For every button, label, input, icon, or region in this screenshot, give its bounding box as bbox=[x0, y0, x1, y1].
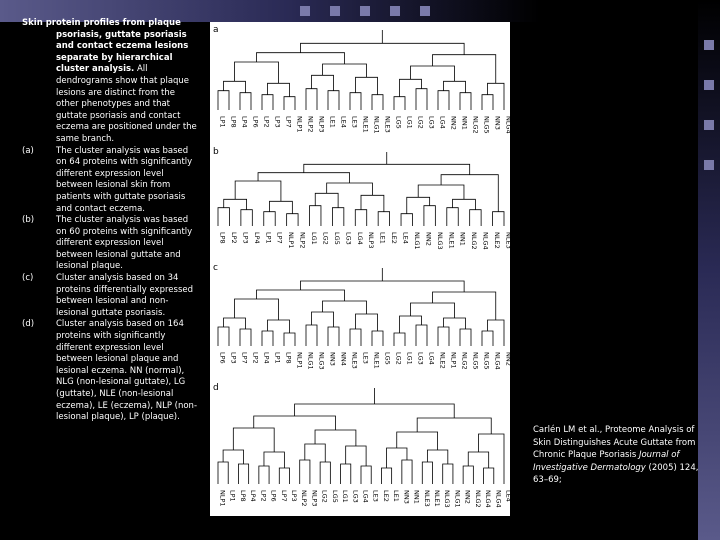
dendrogram-branch bbox=[438, 327, 449, 346]
leaf-label: LE4 bbox=[339, 116, 348, 128]
leaf-label: NLP1 bbox=[287, 232, 296, 249]
leaf-label: NN1 bbox=[460, 116, 469, 130]
leaf-label: LP3 bbox=[273, 116, 282, 128]
leaf-label: LG2 bbox=[416, 116, 425, 129]
leaf-label: LP7 bbox=[279, 490, 288, 502]
leaf-label: NLP2 bbox=[306, 116, 315, 133]
leaf-label: NN2 bbox=[449, 116, 458, 130]
leaf-label: LG4 bbox=[361, 490, 370, 503]
dendrogram-branch bbox=[346, 446, 366, 466]
dendrogram-branch bbox=[300, 460, 310, 484]
leaf-label: LE3 bbox=[361, 352, 370, 364]
dendrogram-branch bbox=[402, 460, 412, 484]
dendrogram-branch bbox=[356, 77, 378, 94]
leaf-label: NN4 bbox=[339, 352, 348, 366]
leaf-label: NLG2 bbox=[460, 352, 469, 370]
citation-text: Carlén LM et al., Proteome Analysis of Skin Distinguishes Acute Guttate from Chronic Plaque Psoriasis bbox=[533, 425, 696, 460]
panel-letter: d bbox=[213, 383, 219, 393]
leaf-label: LP1 bbox=[264, 232, 273, 244]
leaf-label: NN2 bbox=[424, 232, 433, 246]
dendrogram-branch bbox=[361, 195, 384, 211]
caption-item-label: (a) bbox=[22, 145, 34, 156]
dendrogram-branch bbox=[218, 327, 229, 346]
leaf-label: LG1 bbox=[405, 116, 414, 129]
leaf-label: NLE1 bbox=[447, 232, 456, 249]
leaf-label: NLE3 bbox=[350, 352, 359, 369]
leaf-label: NLP1 bbox=[295, 352, 304, 369]
leaf-label: LE2 bbox=[381, 490, 390, 502]
dendrogram-branch bbox=[241, 210, 252, 226]
leaf-label: LG2 bbox=[320, 490, 329, 503]
leaf-label: LP8 bbox=[238, 490, 247, 502]
leaf-label: NLE3 bbox=[504, 232, 513, 249]
leaf-label: NLP3 bbox=[367, 232, 376, 249]
leaf-label: LP4 bbox=[252, 232, 261, 244]
decor-square bbox=[420, 6, 430, 16]
caption-item bbox=[22, 146, 200, 216]
dendrogram-branch bbox=[305, 444, 325, 462]
caption-item-text: Cluster analysis based on 164 proteins with significantly different expression level between lesional plaque and lesional eczema. NN (normal), NLG (non-lesional guttate), LG (guttate), NLE (non-lesional eczema), LE (eczema), NLP (non-lesional plaque), LP (plaque). bbox=[56, 319, 198, 423]
caption-item-label: (b) bbox=[22, 215, 35, 226]
leaf-label: NN2 bbox=[463, 490, 472, 504]
leaf-label: LG4 bbox=[427, 352, 436, 365]
dendrogram-branch bbox=[447, 208, 458, 226]
dendrogram-branch bbox=[488, 320, 505, 346]
dendrogram-branch bbox=[470, 210, 481, 226]
leaf-label: NLE1 bbox=[372, 352, 381, 369]
panel-letter: c bbox=[213, 263, 218, 273]
dendrogram-branch bbox=[372, 331, 383, 346]
leaf-label: NLG4 bbox=[484, 490, 493, 508]
leaf-label: NLG1 bbox=[306, 352, 315, 370]
leaf-label: LE1 bbox=[328, 116, 337, 128]
leaf-label: LG4 bbox=[355, 232, 364, 245]
leaf-label: LP1 bbox=[273, 352, 282, 364]
dendrogram-branch bbox=[453, 199, 476, 209]
dendrogram-branch bbox=[433, 55, 496, 84]
leaf-label: NLG2 bbox=[470, 232, 479, 250]
leaf-label: NN3 bbox=[402, 490, 411, 504]
dendrogram-branch bbox=[235, 181, 281, 201]
dendrogram-branch bbox=[284, 97, 295, 110]
dendrogram-branch bbox=[224, 199, 247, 209]
caption-item bbox=[22, 273, 200, 319]
leaf-label: LP8 bbox=[229, 116, 238, 128]
dendrogram-branch bbox=[488, 83, 505, 110]
leaf-label: LE1 bbox=[392, 490, 401, 502]
leaf-label: LG1 bbox=[341, 490, 350, 503]
dendrogram-branch bbox=[328, 327, 339, 346]
dendrogram-branch bbox=[400, 79, 422, 96]
decor-square bbox=[330, 6, 340, 16]
dendrogram-figure bbox=[210, 22, 513, 516]
panel-letter: a bbox=[213, 25, 219, 35]
caption-item-text: The cluster analysis was based on 60 proteins with significantly different expression level between lesional guttate and lesional plaque. bbox=[56, 215, 193, 272]
leaf-label: NLP3 bbox=[317, 116, 326, 133]
leaf-label: NLG4 bbox=[504, 116, 513, 134]
dendrogram-branch bbox=[424, 206, 435, 226]
dendrogram-branch bbox=[238, 464, 248, 484]
leaf-label: LP2 bbox=[259, 490, 268, 502]
leaf-label: LG4 bbox=[438, 116, 447, 129]
leaf-label: LG5 bbox=[383, 352, 392, 365]
leaf-label: NLG3 bbox=[443, 490, 452, 508]
leaf-label: LG2 bbox=[394, 352, 403, 365]
leaf-label: LP6 bbox=[269, 490, 278, 502]
dendrogram-branch bbox=[306, 89, 317, 110]
leaf-label: LP2 bbox=[262, 116, 271, 128]
leaf-label: LP1 bbox=[218, 116, 227, 128]
leaf-label: NLG2 bbox=[473, 490, 482, 508]
dendrogram-branch bbox=[482, 95, 493, 110]
dendrogram-branch bbox=[328, 91, 339, 110]
dendrogram-panel-c bbox=[213, 263, 513, 370]
leaf-label: NLG2 bbox=[471, 116, 480, 134]
leaf-label: LP3 bbox=[229, 352, 238, 364]
dendrogram-branch bbox=[441, 175, 498, 212]
dendrogram-branch bbox=[264, 212, 275, 226]
dendrogram-branch bbox=[416, 325, 427, 346]
leaf-label: LG2 bbox=[321, 232, 330, 245]
leaf-label: LP4 bbox=[249, 490, 258, 502]
leaf-label: LE1 bbox=[378, 232, 387, 244]
leaf-label: LE2 bbox=[390, 232, 399, 244]
leaf-label: LP3 bbox=[290, 490, 298, 502]
dendrogram-branch bbox=[422, 462, 432, 484]
dendrogram-branch bbox=[387, 448, 407, 468]
dendrogram-branch bbox=[240, 329, 251, 346]
leaf-label: LE4 bbox=[401, 232, 410, 244]
leaf-label: NLG3 bbox=[435, 232, 444, 250]
dendrogram-branch bbox=[397, 432, 438, 450]
leaf-label: LG1 bbox=[310, 232, 319, 245]
caption-item-text: Cluster analysis based on 34 proteins differentially expressed between lesional and non-lesional guttate psoriasis. bbox=[56, 273, 193, 318]
leaf-label: LG1 bbox=[405, 352, 414, 365]
slide-title: Skin protein profiles from plaque psoriasis, guttate psoriasis and contact eczema lesions separate by hierarchical cluster analysis. bbox=[22, 18, 189, 75]
leaf-label: NLG5 bbox=[471, 352, 480, 370]
decor-square bbox=[390, 6, 400, 16]
leaf-label: NLG1 bbox=[412, 232, 421, 250]
leaf-label: LE4 bbox=[504, 490, 513, 502]
dendrogram-branch bbox=[320, 462, 330, 484]
leaf-label: NLP1 bbox=[218, 490, 227, 507]
dendrogram-branch bbox=[262, 331, 273, 346]
leaf-label: NLG1 bbox=[372, 116, 381, 134]
dendrogram-branch bbox=[493, 212, 504, 226]
leaf-label: LG5 bbox=[394, 116, 403, 129]
caption-item-text: The cluster analysis was based on 64 proteins with significantly different expression level between lesional skin from patients with guttate psoriasis and contact eczema. bbox=[56, 145, 193, 214]
panel-letter: b bbox=[213, 147, 219, 157]
dendrogram-branch bbox=[460, 93, 471, 110]
leaf-label: LP4 bbox=[240, 116, 249, 128]
dendrogram-branch bbox=[304, 164, 470, 174]
leaf-label: LP6 bbox=[251, 116, 260, 128]
leaf-label: LE3 bbox=[350, 116, 359, 128]
leaf-label: LG3 bbox=[427, 116, 436, 129]
caption-text bbox=[22, 18, 200, 424]
citation-ref: (2005) 124, 63–69; bbox=[533, 462, 699, 485]
dendrogram-branch bbox=[482, 331, 493, 346]
dendrogram-branch bbox=[341, 464, 351, 484]
dendrogram-branch bbox=[332, 208, 343, 226]
leaf-label: LP2 bbox=[229, 232, 238, 244]
leaf-label: LP7 bbox=[240, 352, 249, 364]
leaf-label: LG5 bbox=[330, 490, 339, 503]
leaf-label: NLE3 bbox=[422, 490, 431, 507]
leaf-label: LP8 bbox=[218, 232, 227, 244]
dendrogram-panel-a bbox=[213, 25, 513, 134]
dendrogram-branch bbox=[350, 329, 361, 346]
dendrogram-branch bbox=[310, 206, 321, 226]
dendrogram-panel-d bbox=[213, 383, 513, 508]
dendrogram-branch bbox=[279, 468, 289, 484]
dendrogram-branch bbox=[460, 329, 471, 346]
leaf-label: NN1 bbox=[412, 490, 421, 504]
dendrogram-branch bbox=[218, 91, 229, 110]
leaf-label: NLG3 bbox=[317, 352, 326, 370]
decor-square bbox=[704, 40, 714, 50]
caption-item-label: (c) bbox=[22, 273, 34, 284]
dendrogram-branch bbox=[478, 434, 504, 484]
dendrogram-branch bbox=[218, 208, 229, 226]
leaf-label: LP8 bbox=[284, 352, 293, 364]
leaf-label: NN2 bbox=[504, 352, 513, 366]
dendrogram-branch bbox=[443, 464, 453, 484]
leaf-label: LP7 bbox=[275, 232, 284, 244]
leaf-label: LE3 bbox=[371, 490, 380, 502]
dendrogram-branch bbox=[463, 466, 473, 484]
decor-square bbox=[300, 6, 310, 16]
dendrogram-branch bbox=[433, 292, 496, 320]
dendrogram-branch bbox=[235, 299, 279, 320]
dendrogram-branch bbox=[355, 210, 366, 226]
leaf-label: LP4 bbox=[262, 352, 271, 364]
leaf-label: LG5 bbox=[332, 232, 341, 245]
decor-square bbox=[704, 120, 714, 130]
dendrogram-branch bbox=[361, 466, 371, 484]
leaf-label: NN3 bbox=[493, 116, 502, 130]
leaf-label: LG3 bbox=[344, 232, 353, 245]
dendrogram-branch bbox=[233, 428, 274, 452]
citation-journal: Journal of Investigative Dermatology bbox=[533, 450, 680, 473]
dendrogram-branch bbox=[416, 89, 427, 110]
leaf-label: NLE2 bbox=[438, 352, 447, 369]
dendrogram-branch bbox=[218, 462, 228, 484]
dendrogram-branch bbox=[394, 333, 405, 346]
intro-text: All dendrograms show that plaque lesions are distinct from the other phenotypes and that guttate psoriasis and contact eczema are positioned under the same branch. bbox=[56, 64, 197, 144]
leaf-label: LP1 bbox=[228, 490, 237, 502]
dendrogram-branch bbox=[438, 91, 449, 110]
leaf-label: NLE1 bbox=[433, 490, 441, 507]
decor-square bbox=[704, 160, 714, 170]
leaf-label: NN1 bbox=[458, 232, 467, 246]
leaf-label: NLP2 bbox=[298, 232, 307, 249]
dendrogram-panel-b bbox=[213, 147, 513, 250]
dendrogram-branch bbox=[372, 95, 383, 110]
leaf-label: NLP2 bbox=[300, 490, 309, 507]
leaf-label: NLG4 bbox=[494, 490, 503, 508]
leaf-label: LG3 bbox=[351, 490, 360, 503]
leaf-label: NLP1 bbox=[295, 116, 304, 133]
leaf-label: LP3 bbox=[241, 232, 250, 244]
decor-square bbox=[360, 6, 370, 16]
leaf-label: NLG5 bbox=[482, 116, 491, 134]
dendrogram-branch bbox=[401, 214, 412, 226]
decor-square bbox=[704, 80, 714, 90]
dendrogram-branch bbox=[484, 468, 494, 484]
dendrogram-branch bbox=[400, 316, 422, 333]
dendrogram-branch bbox=[350, 93, 361, 110]
leaf-label: NLP1 bbox=[449, 352, 458, 369]
leaf-label: LP2 bbox=[251, 352, 260, 364]
caption-item-label: (d) bbox=[22, 319, 35, 330]
leaf-label: NN3 bbox=[328, 352, 337, 366]
leaf-label: NLE2 bbox=[493, 232, 502, 249]
dendrogram-branch bbox=[284, 333, 295, 346]
dendrogram-branch bbox=[381, 468, 391, 484]
leaf-label: NLG4 bbox=[481, 232, 490, 250]
leaf-label: NLE1 bbox=[361, 116, 370, 133]
dendrogram-branch bbox=[394, 97, 405, 110]
leaf-label: NLG5 bbox=[482, 352, 491, 370]
caption-item bbox=[22, 215, 200, 273]
dendrogram-branch bbox=[258, 173, 350, 183]
dendrogram-branch bbox=[378, 212, 389, 226]
leaf-label: NLG4 bbox=[493, 352, 502, 370]
dendrogram-branch bbox=[262, 95, 273, 110]
dendrogram-branch bbox=[235, 62, 279, 83]
leaf-label: NLP3 bbox=[310, 490, 319, 507]
dendrogram-branch bbox=[287, 214, 298, 226]
leaf-label: LP6 bbox=[218, 352, 227, 364]
dendrogram-svg bbox=[210, 22, 513, 516]
dendrogram-branch bbox=[306, 325, 317, 346]
dendrogram-branch bbox=[259, 466, 269, 484]
citation bbox=[533, 424, 703, 487]
caption-item bbox=[22, 319, 200, 423]
leaf-label: NLE3 bbox=[383, 116, 392, 133]
dendrogram-branch bbox=[240, 93, 251, 110]
dendrogram-branch bbox=[356, 314, 378, 331]
leaf-label: LG3 bbox=[416, 352, 425, 365]
leaf-label: LP7 bbox=[284, 116, 293, 128]
leaf-label: NLG1 bbox=[453, 490, 462, 508]
